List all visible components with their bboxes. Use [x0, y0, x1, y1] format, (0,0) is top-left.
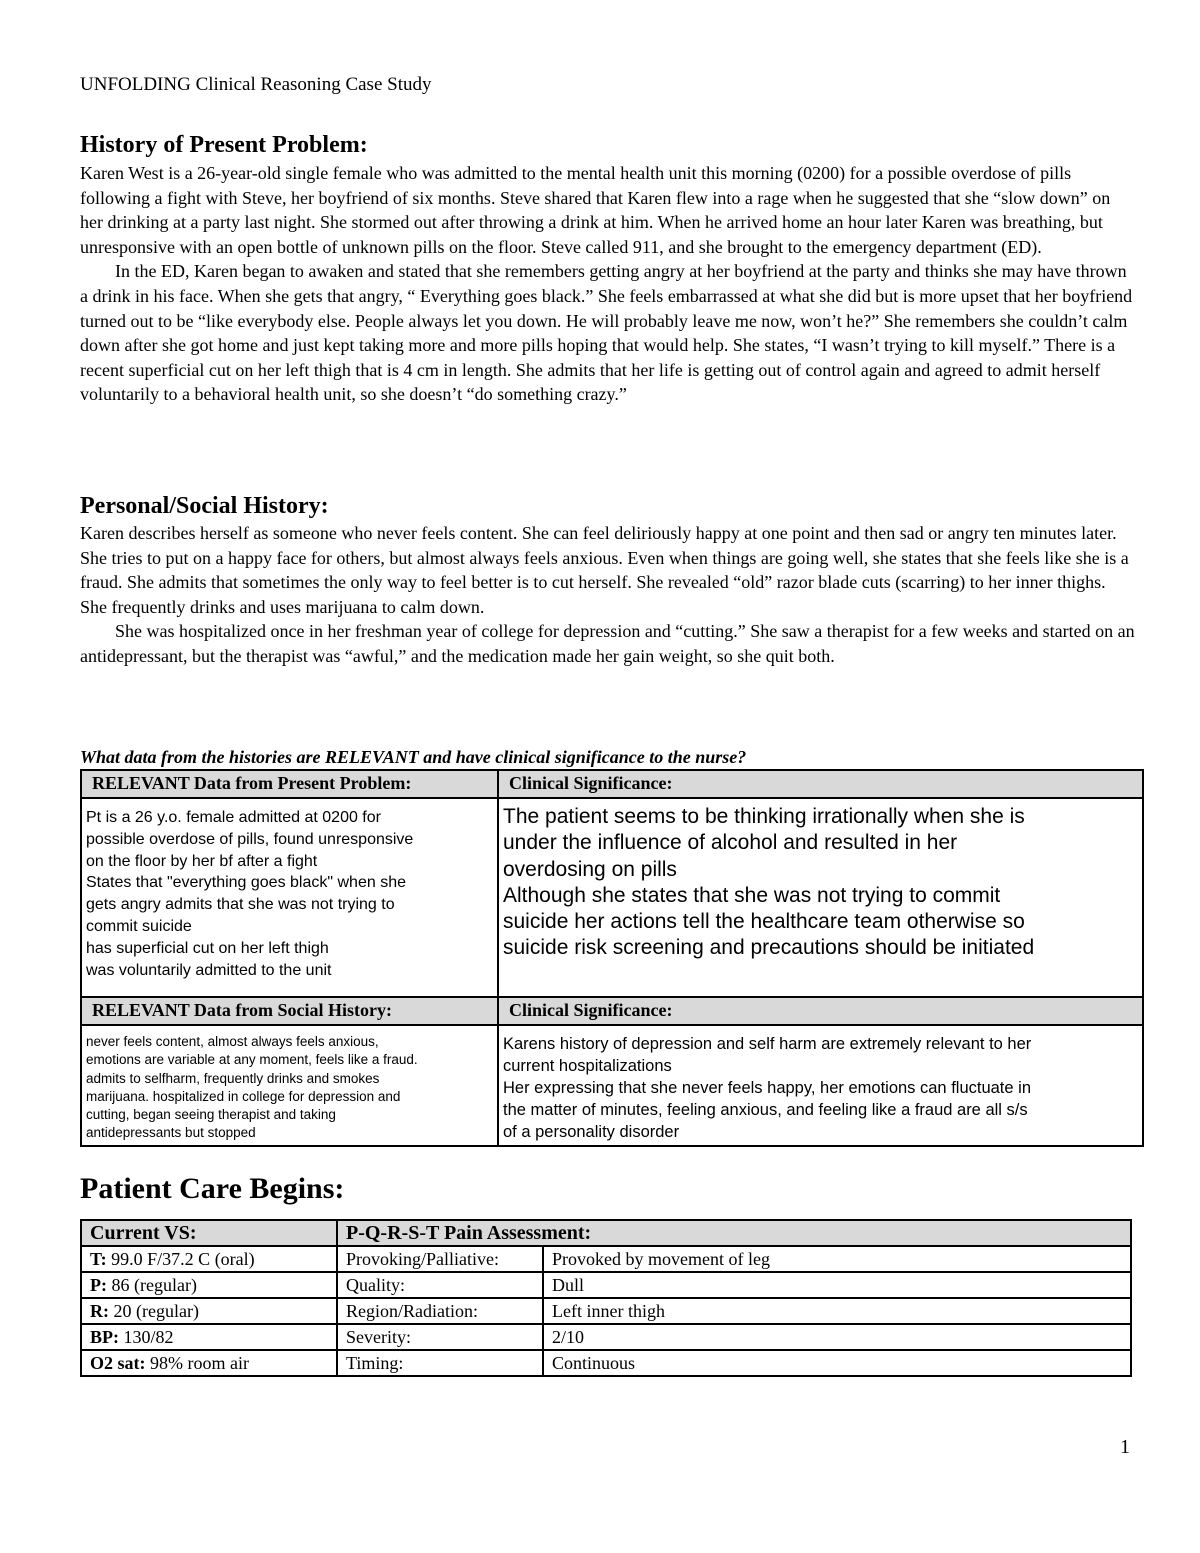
personal-social-title: Personal/Social History: — [80, 493, 329, 519]
table-row — [81, 1350, 1131, 1376]
pain-label: Region/Radiation: — [337, 1298, 543, 1324]
history-present-title: History of Present Problem: — [80, 132, 368, 158]
vs-temperature: T: 99.0 F/37.2 C (oral) — [81, 1246, 337, 1272]
history-present-paragraph-1: Karen West is a 26-year-old single female who was admitted to the mental health unit this morning (0200) for a possible overdose of pills following a fight with Steve, her boyfriend of six months. Steve shared that Karen flew into a rage when he suggested that she “slow down” on her drinking at a party last night. She stormed out after throwing a drink at him. When he arrived home an hour later Karen was breathing, but unresponsive with an open bottle of unknown pills on the floor. Steve called 911, and she brought to the emergency department (ED). — [80, 163, 1111, 257]
vs-header: Current VS: — [81, 1220, 337, 1246]
table-row — [81, 1220, 1131, 1246]
patient-care-title: Patient Care Begins: — [80, 1172, 345, 1205]
present-significance-text: The patient seems to be thinking irrationally when she is under the influence of alcohol and resulted in her overdosing on pills Although she states that she was not trying to commit suicide her actions tell the healthcare team otherwise so suicide risk screening and precautions should be initiated — [503, 805, 1035, 960]
present-significance-header: Clinical Significance: — [498, 770, 1143, 798]
pain-value[interactable]: Left inner thigh — [543, 1298, 1131, 1324]
vs-respirations: R: 20 (regular) — [81, 1298, 337, 1324]
present-data-header: RELEVANT Data from Present Problem: — [81, 770, 498, 798]
vs-pulse: P: 86 (regular) — [81, 1272, 337, 1298]
social-data-text: never feels content, almost always feels anxious, emotions are variable at any moment, feels like a fraud. admits to selfharm, frequently drinks and smokes marijuana. hospitalized in college for depression and cutting, began seeing therapist and taking antidepressants but stopped — [86, 1034, 418, 1141]
present-significance-cell[interactable] — [498, 798, 1143, 997]
pain-value[interactable]: Dull — [543, 1272, 1131, 1298]
personal-social-paragraph-1: Karen describes herself as someone who never feels content. She can feel deliriously happy at one point and then sad or angry ten minutes later. She tries to put on a happy face for others, but almost always feels anxious. Even when things are going well, she states that she feels like she is a fraud. She admits that sometimes the only way to feel better is to cut herself. She revealed “old” razor blade cuts (scarring) to her inner thighs. She frequently drinks and uses marijuana to calm down. — [80, 523, 1129, 617]
present-data-cell[interactable] — [81, 798, 498, 997]
vs-blood-pressure: BP: 130/82 — [81, 1324, 337, 1350]
pain-value[interactable]: Provoked by movement of leg — [543, 1246, 1131, 1272]
pain-label: Provoking/Palliative: — [337, 1246, 543, 1272]
pain-assessment-header: P-Q-R-S-T Pain Assessment: — [337, 1220, 1131, 1246]
personal-social-text — [80, 521, 1135, 669]
table-row — [81, 1298, 1131, 1324]
pain-label: Quality: — [337, 1272, 543, 1298]
history-present-text — [80, 161, 1135, 407]
table-row — [81, 1324, 1131, 1350]
pain-value[interactable]: Continuous — [543, 1350, 1131, 1376]
document-header: UNFOLDING Clinical Reasoning Case Study — [80, 74, 432, 95]
table-row — [81, 770, 1143, 798]
pain-label: Severity: — [337, 1324, 543, 1350]
social-data-cell[interactable] — [81, 1025, 498, 1146]
vital-signs-table — [80, 1219, 1132, 1377]
table-row — [81, 1272, 1131, 1298]
vs-o2-sat: O2 sat: 98% room air — [81, 1350, 337, 1376]
present-data-text: Pt is a 26 y.o. female admitted at 0200 for possible overdose of pills, found unresponsive on the floor by her bf after a fight States that "everything goes black" when she gets angry admits that she was not trying to commit suicide has superficial cut on her left thigh was voluntarily admitted to the unit — [86, 809, 414, 979]
history-present-paragraph-2: In the ED, Karen began to awaken and stated that she remembers getting angry at her boyfriend at the party and thinks she may have thrown a drink in his face. When she gets that angry, “ Everything goes black.” She feels embarrassed at what she did but is more upset that her boyfriend turned out to be “like everybody else. People always let you down. He will probably leave me now, won’t he?” She remembers she couldn’t calm down after she got home and just kept taking more and more pills hoping that would help. She states, “I wasn’t trying to kill myself.” There is a recent superficial cut on her left thigh that is 4 cm in length. She admits that her life is getting out of control again and agreed to admit herself voluntarily to a behavioral health unit, so she doesn’t “do something crazy.” — [80, 261, 1133, 405]
table-row — [81, 1246, 1131, 1272]
table-row — [81, 798, 1143, 997]
relevance-question: What data from the histories are RELEVANT and have clinical significance to the nurse? — [80, 747, 747, 767]
social-significance-text: Karens history of depression and self harm are extremely relevant to her current hospitalizations Her expressing that she never feels happy, her emotions can fluctuate in the matter of minutes, feeling anxious, and feeling like a fraud are all s/s of a personality disorder — [503, 1035, 1032, 1141]
relevant-data-table — [80, 769, 1144, 1147]
table-row — [81, 1025, 1143, 1146]
pain-value[interactable]: 2/10 — [543, 1324, 1131, 1350]
social-significance-header: Clinical Significance: — [498, 997, 1143, 1025]
personal-social-paragraph-2: She was hospitalized once in her freshman year of college for depression and “cutting.” She saw a therapist for a few weeks and started on an antidepressant, but the therapist was “awful,” and the medication made her gain weight, so she quit both. — [80, 621, 1135, 666]
page-number: 1 — [1120, 1436, 1130, 1458]
social-significance-cell[interactable] — [498, 1025, 1143, 1146]
social-data-header: RELEVANT Data from Social History: — [81, 997, 498, 1025]
table-row — [81, 997, 1143, 1025]
pain-label: Timing: — [337, 1350, 543, 1376]
